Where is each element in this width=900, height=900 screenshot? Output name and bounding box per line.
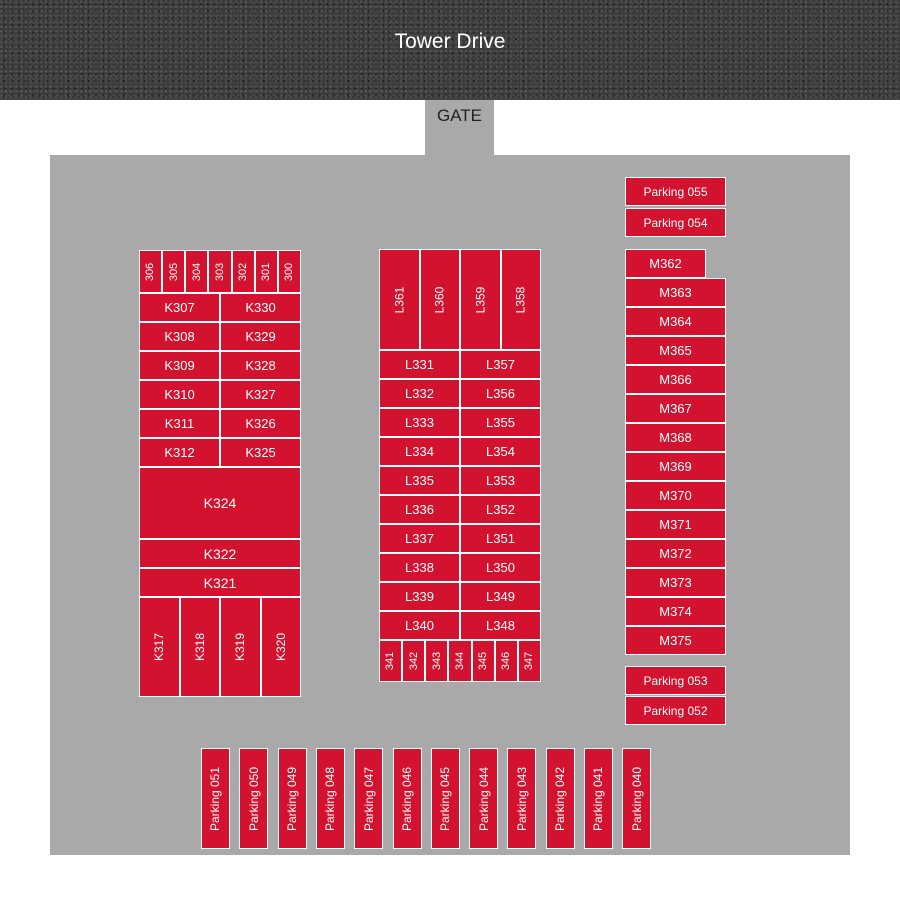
stall-label: Parking 045 — [438, 766, 453, 831]
stall[interactable]: M365 — [625, 336, 726, 365]
stall-label: Parking 050 — [246, 766, 261, 831]
parking-space[interactable] — [316, 748, 345, 849]
stall-small[interactable] — [278, 250, 301, 293]
stall-label: Parking 042 — [553, 766, 568, 831]
stall-label: Parking 047 — [361, 766, 376, 831]
gate[interactable] — [425, 100, 494, 158]
stall-small[interactable] — [472, 640, 495, 682]
stall-small[interactable] — [232, 250, 255, 293]
stall-large[interactable]: K324 — [139, 467, 301, 539]
parking-space[interactable]: Parking 053 — [625, 666, 726, 695]
stall[interactable]: L334 — [379, 437, 460, 466]
stall-small[interactable] — [425, 640, 448, 682]
stall-label: L358 — [513, 286, 528, 313]
stall-label: 346 — [500, 651, 513, 671]
stall-small[interactable] — [379, 640, 402, 682]
stall-small[interactable] — [518, 640, 541, 682]
stall-label: Parking 046 — [400, 766, 415, 831]
stall-label: 343 — [430, 651, 443, 671]
stall-wide[interactable]: K321 — [139, 568, 301, 597]
stall-label: Parking 051 — [208, 766, 223, 831]
stall[interactable]: K325 — [220, 438, 301, 467]
stall[interactable]: K328 — [220, 351, 301, 380]
stall-small[interactable] — [402, 640, 425, 682]
stall[interactable]: K307 — [139, 293, 220, 322]
stall[interactable]: L336 — [379, 495, 460, 524]
stall[interactable]: M368 — [625, 423, 726, 452]
parking-space[interactable] — [507, 748, 536, 849]
stall[interactable]: M366 — [625, 365, 726, 394]
stall[interactable]: M370 — [625, 481, 726, 510]
stall-small[interactable] — [255, 250, 278, 293]
stall-small[interactable] — [162, 250, 185, 293]
stall-label: L359 — [473, 286, 488, 313]
stall-small[interactable] — [139, 250, 162, 293]
stall[interactable]: L340 — [379, 611, 460, 640]
stall-small[interactable] — [448, 640, 471, 682]
stall[interactable]: K327 — [220, 380, 301, 409]
stall-label: 301 — [260, 262, 273, 281]
stall[interactable]: L352 — [460, 495, 541, 524]
stall[interactable]: L335 — [379, 466, 460, 495]
stall[interactable]: L332 — [379, 379, 460, 408]
stall-wide[interactable]: K322 — [139, 539, 301, 568]
parking-lot — [50, 155, 850, 855]
stall[interactable]: L353 — [460, 466, 541, 495]
parking-space[interactable] — [354, 748, 383, 849]
stall-tall[interactable] — [261, 597, 302, 697]
stall-label: L360 — [432, 286, 447, 313]
stall-label: 304 — [190, 262, 203, 281]
stall[interactable]: K310 — [139, 380, 220, 409]
stall-label: 344 — [453, 651, 466, 671]
stall-label: 345 — [477, 651, 490, 671]
parking-space[interactable] — [469, 748, 498, 849]
stall-label: K318 — [192, 632, 207, 662]
stall[interactable]: M375 — [625, 626, 726, 655]
parking-space[interactable] — [201, 748, 230, 849]
stall-small[interactable] — [495, 640, 518, 682]
tower-drive-road — [0, 0, 900, 100]
parking-space[interactable] — [431, 748, 460, 849]
stall[interactable]: L348 — [460, 611, 541, 640]
stall[interactable]: M369 — [625, 452, 726, 481]
stall-label: 347 — [523, 651, 536, 671]
stall[interactable]: M367 — [625, 394, 726, 423]
stall[interactable]: K311 — [139, 409, 220, 438]
stall-label: Parking 041 — [591, 766, 606, 831]
stall[interactable]: L349 — [460, 582, 541, 611]
stall[interactable]: L333 — [379, 408, 460, 437]
stall-label: K320 — [273, 632, 288, 662]
stall[interactable]: K309 — [139, 351, 220, 380]
stall-tall[interactable] — [460, 249, 501, 350]
stall-label: Parking 040 — [629, 766, 644, 831]
stall[interactable]: M363 — [625, 278, 726, 307]
stall[interactable]: M372 — [625, 539, 726, 568]
stall[interactable]: L338 — [379, 553, 460, 582]
parking-space[interactable] — [239, 748, 268, 849]
stall[interactable]: L355 — [460, 408, 541, 437]
stall[interactable]: M362 — [625, 249, 706, 278]
stall-tall[interactable] — [501, 249, 542, 350]
stall[interactable]: M371 — [625, 510, 726, 539]
stall-label: Parking 049 — [285, 766, 300, 831]
parking-space[interactable]: Parking 052 — [625, 696, 726, 725]
stall-label: 306 — [144, 262, 157, 281]
road-name: Tower Drive — [394, 30, 506, 53]
stall-small[interactable] — [185, 250, 208, 293]
stall[interactable]: L331 — [379, 350, 460, 379]
parking-space[interactable] — [278, 748, 307, 849]
stall-label: Parking 043 — [514, 766, 529, 831]
parking-space[interactable] — [546, 748, 575, 849]
stall[interactable]: L354 — [460, 437, 541, 466]
gate-label: GATE — [436, 106, 483, 125]
stall[interactable]: K308 — [139, 322, 220, 351]
stall[interactable]: M374 — [625, 597, 726, 626]
stall[interactable]: L351 — [460, 524, 541, 553]
stall-label: 300 — [283, 262, 296, 281]
stall-small[interactable] — [208, 250, 231, 293]
stall[interactable]: K330 — [220, 293, 301, 322]
stall-tall[interactable] — [379, 249, 420, 350]
stall-label: Parking 048 — [323, 766, 338, 831]
stall-label: Parking 044 — [476, 766, 491, 831]
stall[interactable]: K329 — [220, 322, 301, 351]
stall-label: K319 — [233, 632, 248, 662]
stall[interactable]: K312 — [139, 438, 220, 467]
parking-space[interactable] — [584, 748, 613, 849]
stall-tall[interactable] — [420, 249, 461, 350]
parking-space[interactable]: Parking 054 — [625, 208, 726, 237]
stall[interactable]: L357 — [460, 350, 541, 379]
stall[interactable]: L337 — [379, 524, 460, 553]
stall-label: K317 — [152, 632, 167, 662]
stall-tall[interactable] — [180, 597, 221, 697]
stall-label: 341 — [384, 651, 397, 671]
stall[interactable]: M364 — [625, 307, 726, 336]
parking-space[interactable] — [393, 748, 422, 849]
parking-space[interactable] — [622, 748, 651, 849]
stall[interactable]: M373 — [625, 568, 726, 597]
stall[interactable]: L356 — [460, 379, 541, 408]
parking-space[interactable]: Parking 055 — [625, 177, 726, 206]
stall[interactable]: L339 — [379, 582, 460, 611]
stall-label: 342 — [407, 651, 420, 671]
stall-label: L361 — [392, 286, 407, 313]
stall[interactable]: K326 — [220, 409, 301, 438]
stall-label: 305 — [167, 262, 180, 281]
stall-label: 303 — [213, 262, 226, 281]
stall-tall[interactable] — [220, 597, 261, 697]
stall-tall[interactable] — [139, 597, 180, 697]
stall-label: 302 — [237, 262, 250, 281]
stall[interactable]: L350 — [460, 553, 541, 582]
